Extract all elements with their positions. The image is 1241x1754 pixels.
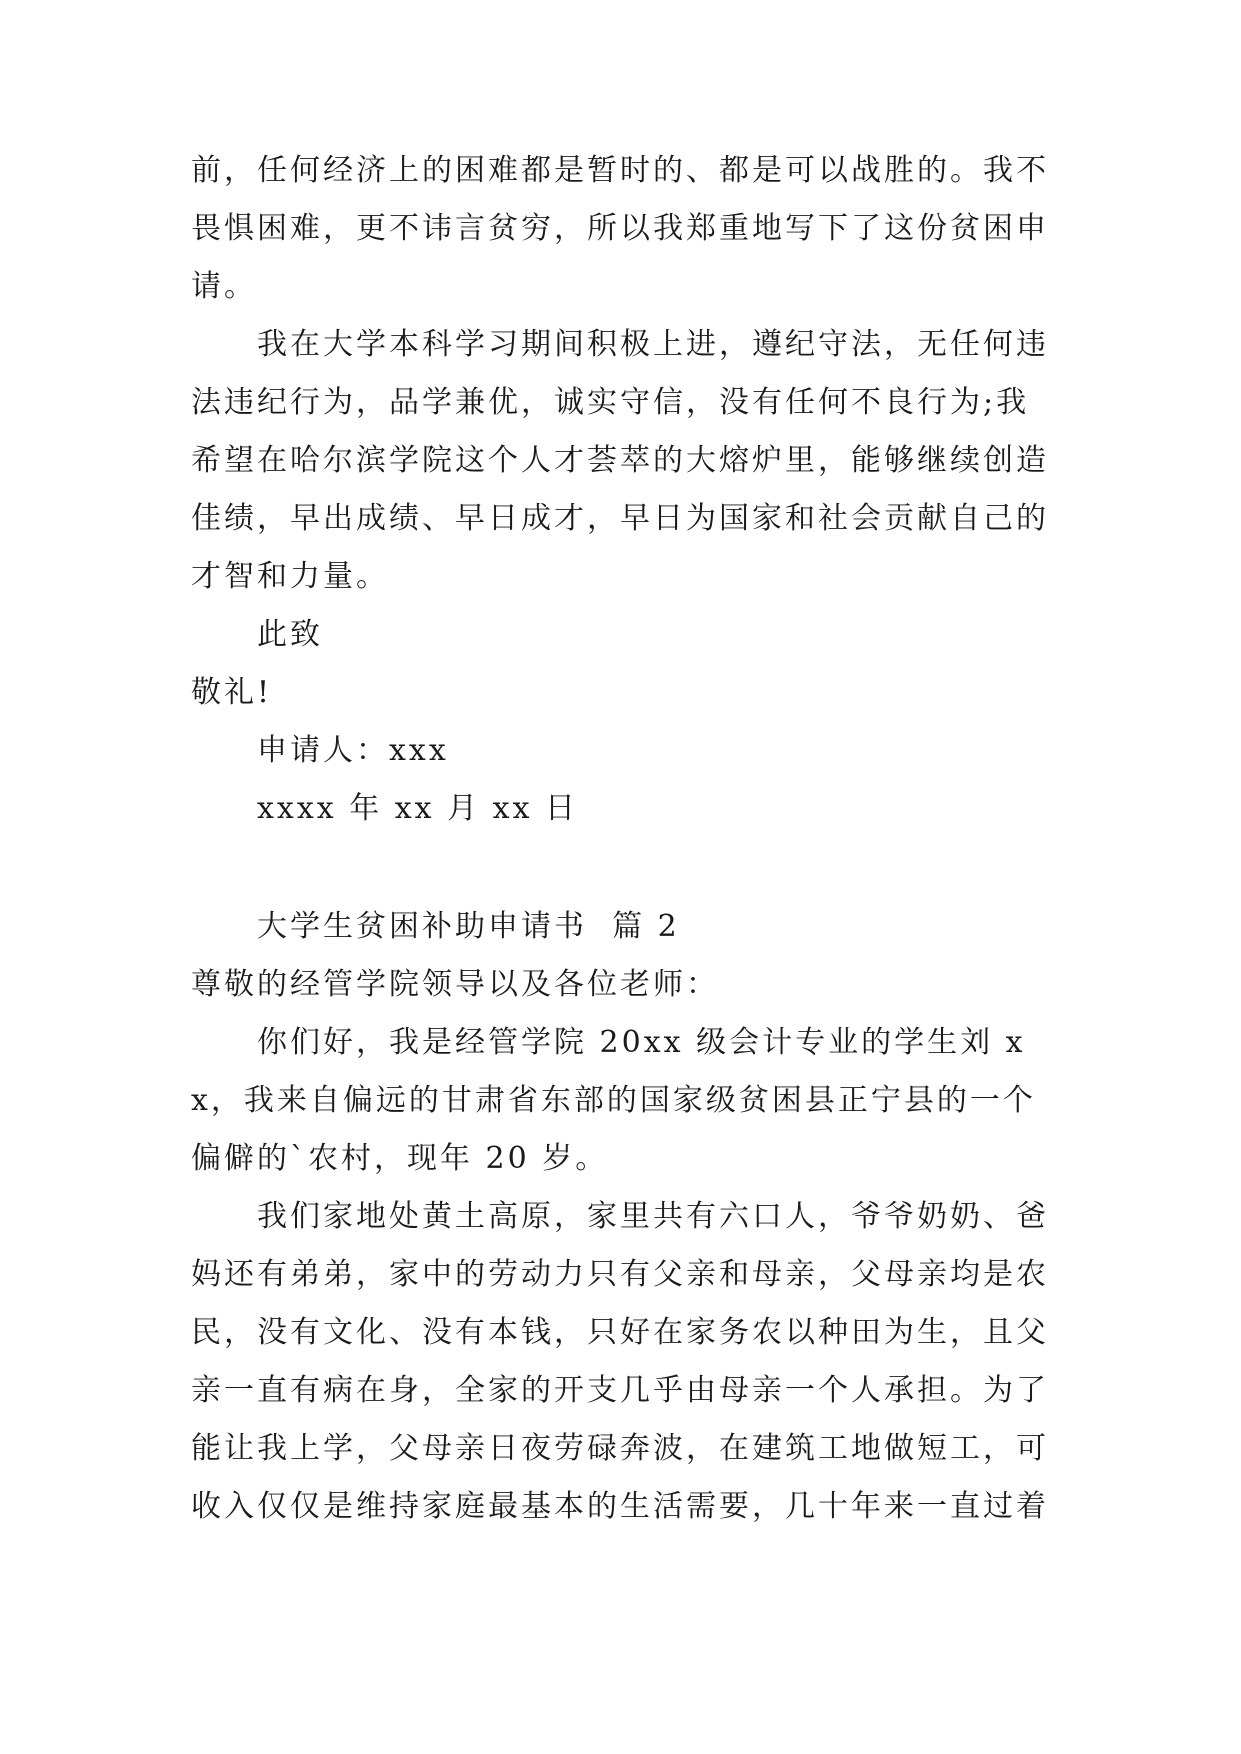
paragraph-introduction: 你们好，我是经管学院 20xx 级会计专业的学生刘 xx，我来自偏远的甘肃省东部的国家级贫困县正宁县的一个偏僻的`农村，现年 20 岁。: [191, 1025, 1036, 1176]
document-body: [191, 142, 1053, 1536]
section-title: 大学生贫困补助申请书 篇 2: [257, 909, 680, 944]
paragraph-conduct: 我在大学本科学习期间积极上进，遵纪守法，无任何违法违纪行为，品学兼优，诚实守信，没有任何不良行为;我希望在哈尔滨学院这个人才荟萃的大熔炉里，能够继续创造佳绩，早出成绩、早日成才，早日为国家和社会贡献自己的才智和力量。: [191, 327, 1049, 594]
salutation: 尊敬的经管学院领导以及各位老师：: [191, 967, 719, 1002]
section-gap: [191, 838, 1053, 898]
paragraph-continued: 前，任何经济上的困难都是暂时的、都是可以战胜的。我不畏惧困难，更不讳言贫穷，所以我郑重地写下了这份贫困申请。: [191, 153, 1049, 304]
closing-regards: 敬礼!: [191, 675, 273, 710]
paragraph-family: 我们家地处黄土高原，家里共有六口人，爷爷奶奶、爸妈还有弟弟，家中的劳动力只有父亲和母亲，父母亲均是农民，没有文化、没有本钱，只好在家务农以种田为生，且父亲一直有病在身，全家的开支几乎由母亲一个人承担。为了能让我上学，父母亲日夜劳碌奔波，在建筑工地做短工，可收入仅仅是维持家庭最基本的生活需要，几十年来一直过着: [191, 1199, 1049, 1524]
closing-salutation: 此致: [257, 617, 323, 652]
application-date: xxxx 年 xx 月 xx 日: [257, 791, 579, 826]
applicant-signature: 申请人：xxx: [257, 733, 449, 768]
